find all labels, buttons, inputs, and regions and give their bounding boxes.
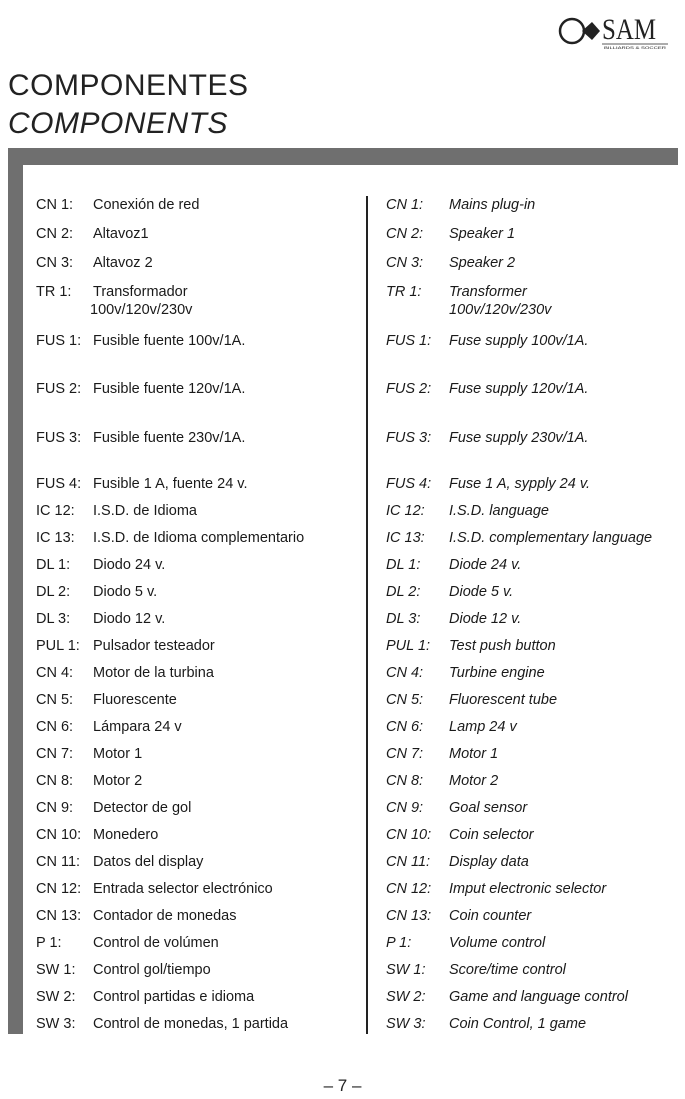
component-code: CN 13: bbox=[386, 908, 432, 924]
component-description: Control gol/tiempo bbox=[93, 962, 211, 978]
component-code: SW 2: bbox=[386, 989, 426, 1005]
component-description: Diodo 5 v. bbox=[93, 584, 158, 600]
component-code: SW 2: bbox=[36, 989, 76, 1005]
component-code: DL 1: bbox=[36, 557, 71, 573]
component-code: CN 5: bbox=[386, 692, 424, 708]
component-description: Diodo 12 v. bbox=[93, 611, 166, 627]
component-description: Contador de monedas bbox=[93, 908, 237, 924]
component-code: FUS 2: bbox=[36, 381, 82, 397]
component-description: Diodo 24 v. bbox=[93, 557, 166, 573]
component-code: CN 7: bbox=[36, 746, 74, 762]
component-description: Fusible fuente 100v/1A. bbox=[93, 333, 246, 349]
component-description: Coin counter bbox=[449, 908, 532, 924]
component-description: Motor de la turbina bbox=[93, 665, 214, 681]
component-code: IC 13: bbox=[36, 530, 75, 546]
frame-left-bar bbox=[8, 148, 23, 1034]
page-number: – 7 – bbox=[323, 1076, 362, 1095]
component-description: Diode 5 v. bbox=[449, 584, 514, 600]
component-description-line2: 100v/120v/230v bbox=[90, 302, 193, 318]
component-code: CN 2: bbox=[386, 226, 424, 242]
component-description: Fusible fuente 120v/1A. bbox=[93, 381, 246, 397]
component-description: Altavoz 2 bbox=[93, 255, 153, 271]
component-code: CN 10: bbox=[36, 827, 82, 843]
component-description: Fusible fuente 230v/1A. bbox=[93, 430, 246, 446]
component-code: DL 2: bbox=[386, 584, 421, 600]
component-code: FUS 3: bbox=[36, 430, 82, 446]
component-description: Lámpara 24 v bbox=[93, 719, 182, 735]
component-description: Motor 1 bbox=[449, 746, 499, 762]
component-code: FUS 3: bbox=[386, 430, 432, 446]
component-description: Volume control bbox=[449, 935, 546, 951]
component-code: FUS 4: bbox=[36, 476, 82, 492]
sam-logo bbox=[558, 8, 670, 50]
component-code: SW 3: bbox=[386, 1016, 426, 1032]
column-divider bbox=[366, 196, 368, 1034]
component-description: I.S.D. complementary language bbox=[449, 530, 653, 546]
component-code: CN 3: bbox=[386, 255, 424, 271]
component-code: CN 8: bbox=[386, 773, 424, 789]
component-code: TR 1: bbox=[36, 284, 72, 300]
component-code: SW 1: bbox=[36, 962, 76, 978]
component-code: FUS 1: bbox=[36, 333, 82, 349]
component-description: I.S.D. language bbox=[449, 503, 549, 519]
component-code: CN 13: bbox=[36, 908, 82, 924]
component-description-line2: 100v/120v/230v bbox=[449, 302, 552, 318]
component-description: Motor 2 bbox=[449, 773, 499, 789]
component-code: CN 6: bbox=[386, 719, 424, 735]
component-description: Coin Control, 1 game bbox=[449, 1016, 587, 1032]
component-code: CN 9: bbox=[36, 800, 74, 816]
title-english: COMPONENTS bbox=[8, 107, 229, 140]
component-code: P 1: bbox=[36, 935, 62, 951]
component-description: Motor 2 bbox=[93, 773, 143, 789]
component-code: CN 4: bbox=[386, 665, 424, 681]
component-description: Goal sensor bbox=[449, 800, 528, 816]
component-description: Game and language control bbox=[449, 989, 628, 1005]
logo-subtext: BILLIARDS & SOCCER bbox=[604, 45, 667, 50]
component-code: CN 8: bbox=[36, 773, 74, 789]
component-code: FUS 2: bbox=[386, 381, 432, 397]
component-code: DL 2: bbox=[36, 584, 71, 600]
component-code: DL 1: bbox=[386, 557, 421, 573]
component-description: Entrada selector electrónico bbox=[93, 881, 273, 897]
component-code: P 1: bbox=[386, 935, 412, 951]
component-description: Fuse supply 100v/1A. bbox=[449, 333, 589, 349]
component-description: Transformer bbox=[449, 284, 527, 300]
component-code: CN 11: bbox=[36, 854, 81, 870]
component-code: CN 3: bbox=[36, 255, 74, 271]
component-code: CN 7: bbox=[386, 746, 424, 762]
title-spanish: COMPONENTES bbox=[8, 69, 249, 102]
component-description: Fuse supply 120v/1A. bbox=[449, 381, 589, 397]
component-description: Altavoz1 bbox=[93, 226, 149, 242]
component-code: IC 13: bbox=[386, 530, 425, 546]
component-code: CN 1: bbox=[36, 197, 74, 213]
component-code: PUL 1: bbox=[36, 638, 80, 654]
component-description: Mains plug-in bbox=[449, 197, 536, 213]
component-code: DL 3: bbox=[386, 611, 421, 627]
component-code: CN 6: bbox=[36, 719, 74, 735]
component-code: FUS 1: bbox=[386, 333, 432, 349]
component-code: CN 2: bbox=[36, 226, 74, 242]
component-description: Transformador bbox=[93, 284, 188, 300]
component-code: SW 1: bbox=[386, 962, 426, 978]
component-code: CN 4: bbox=[36, 665, 74, 681]
component-code: SW 3: bbox=[36, 1016, 76, 1032]
component-description: Fusible 1 A, fuente 24 v. bbox=[93, 476, 248, 492]
component-code: CN 12: bbox=[386, 881, 432, 897]
component-description: Motor 1 bbox=[93, 746, 143, 762]
component-description: Test push button bbox=[449, 638, 556, 654]
component-code: PUL 1: bbox=[386, 638, 431, 654]
component-code: FUS 4: bbox=[386, 476, 432, 492]
component-code: TR 1: bbox=[386, 284, 422, 300]
component-description: Display data bbox=[449, 854, 529, 870]
component-code: CN 10: bbox=[386, 827, 432, 843]
component-code: IC 12: bbox=[36, 503, 75, 519]
component-description: Pulsador testeador bbox=[93, 638, 215, 654]
component-description: Turbine engine bbox=[449, 665, 545, 681]
component-code: CN 5: bbox=[36, 692, 74, 708]
component-description: I.S.D. de Idioma bbox=[93, 503, 197, 519]
component-description: Datos del display bbox=[93, 854, 204, 870]
component-description: Lamp 24 v bbox=[449, 719, 517, 735]
component-description: Speaker 1 bbox=[449, 226, 516, 242]
frame-top-bar bbox=[8, 148, 678, 165]
component-description: Fuse supply 230v/1A. bbox=[449, 430, 589, 446]
sam-logo-mark bbox=[558, 8, 670, 50]
component-description: Control de monedas, 1 partida bbox=[93, 1016, 289, 1032]
component-code: CN 11: bbox=[386, 854, 431, 870]
component-description: Diode 12 v. bbox=[449, 611, 522, 627]
component-description: Control partidas e idioma bbox=[93, 989, 255, 1005]
component-description: Score/time control bbox=[449, 962, 566, 978]
component-description: Coin selector bbox=[449, 827, 534, 843]
component-description: Fluorescente bbox=[93, 692, 177, 708]
component-code: CN 1: bbox=[386, 197, 424, 213]
component-description: Imput electronic selector bbox=[449, 881, 607, 897]
component-description: Speaker 2 bbox=[449, 255, 516, 271]
component-description: Monedero bbox=[93, 827, 159, 843]
component-description: Diode 24 v. bbox=[449, 557, 522, 573]
logo-text: SAM bbox=[602, 13, 656, 46]
component-code: CN 12: bbox=[36, 881, 82, 897]
component-description: Fuse 1 A, sypply 24 v. bbox=[449, 476, 591, 492]
component-description: Control de volúmen bbox=[93, 935, 219, 951]
component-description: Fluorescent tube bbox=[449, 692, 558, 708]
component-description: Detector de gol bbox=[93, 800, 192, 816]
component-code: DL 3: bbox=[36, 611, 71, 627]
component-description: I.S.D. de Idioma complementario bbox=[93, 530, 305, 546]
component-description: Conexión de red bbox=[93, 197, 200, 213]
component-code: IC 12: bbox=[386, 503, 425, 519]
component-code: CN 9: bbox=[386, 800, 424, 816]
